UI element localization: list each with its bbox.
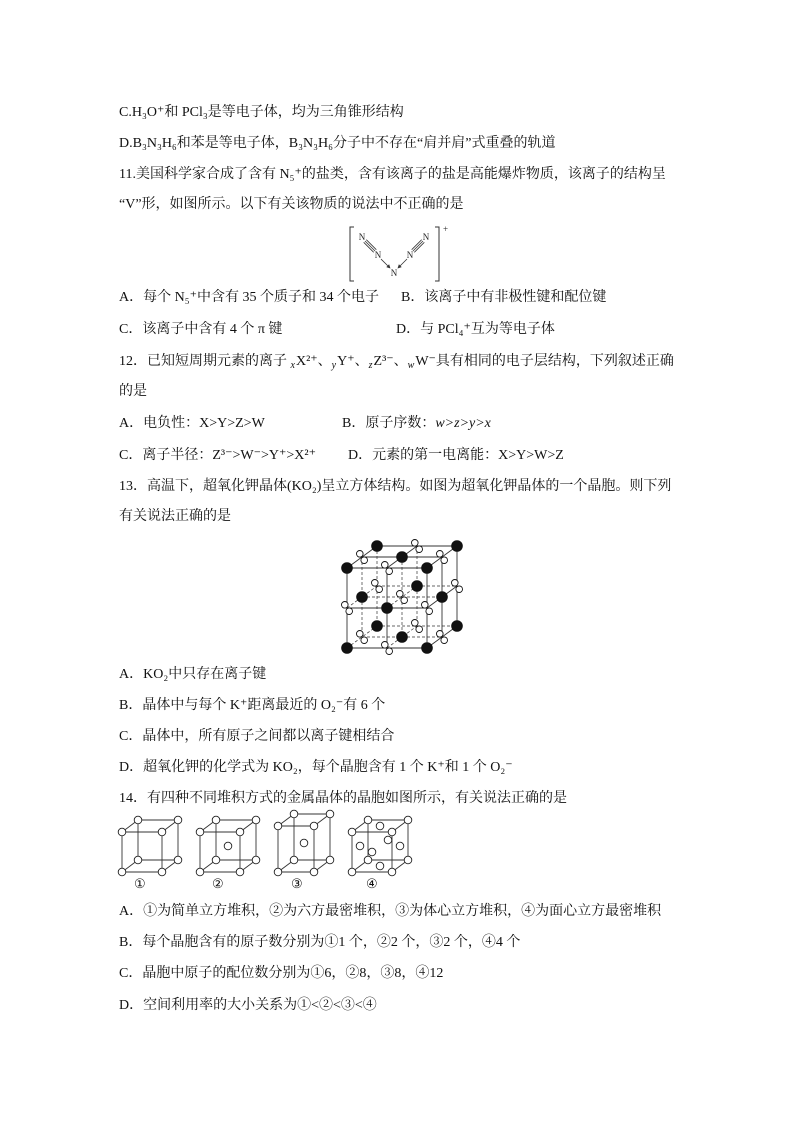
oxygen-atom [386, 568, 393, 575]
oxygen-atom [452, 580, 459, 587]
q14-option-d: D．空间利用率的大小关系为①<②<③<④ [119, 998, 377, 1013]
oxygen-atom [382, 642, 389, 649]
q12-option-d: D．元素的第一电离能：X>Y>W>Z [348, 448, 564, 463]
corner-atom [404, 816, 412, 824]
corner-atom [158, 868, 166, 876]
atom-label-n5: N [422, 232, 430, 242]
triple-bond-left [364, 240, 377, 253]
body-center-atom [300, 839, 308, 847]
q11-option-b: B．该离子中有非极性键和配位键 [401, 290, 607, 305]
oxygen-atom [437, 631, 444, 638]
oxygen-atom [401, 597, 408, 604]
q12-option-c: C．离子半径：Z³⁻>W⁻>Y⁺>X²⁺ [119, 448, 316, 463]
unit-cell-3 [274, 810, 334, 876]
q13-option-d: D．超氧化钾的化学式为 KO₂，每个晶胞含有 1 个 K⁺和 1 个 O₂⁻ [119, 760, 513, 775]
q12-option-b [342, 415, 491, 433]
q12-prefix-x: x [290, 360, 295, 371]
corner-atom [326, 810, 334, 818]
k-ion [452, 621, 463, 632]
face-center-atom [396, 842, 404, 850]
q12-stem-line2: 的是 [119, 384, 147, 399]
coordinate-bond-arrow-right [398, 259, 408, 269]
k-ion [422, 643, 433, 654]
corner-atom [388, 868, 396, 876]
q12-prefix-y: y [331, 360, 337, 371]
oxygen-atom [361, 637, 368, 644]
corner-atom [212, 856, 220, 864]
corner-atom [118, 828, 126, 836]
q10-option-d: D.B₃N₃H₆和苯是等电子体，B₃N₃H₆分子中不存在“肩并肩”式重叠的轨道 [119, 136, 556, 151]
corner-atom [252, 856, 260, 864]
bond-line [414, 242, 424, 252]
k-ion [342, 643, 353, 654]
metal-packing-unit-cells-figure [112, 810, 422, 876]
q13-stem-line2: 有关说法正确的是 [119, 509, 231, 524]
oxygen-atom [376, 586, 383, 593]
oxygen-atom [342, 602, 349, 609]
bond-line [365, 241, 375, 251]
corner-atom [290, 856, 298, 864]
corner-atom [212, 816, 220, 824]
corner-atom [174, 856, 182, 864]
atom-label-n1: N [358, 232, 366, 242]
k-ion [397, 632, 408, 643]
oxygen-atom [437, 551, 444, 558]
face-center-atom [368, 848, 376, 856]
oxygen-atom [441, 637, 448, 644]
q12-stem-line1 [119, 353, 674, 372]
figure-label-3: ③ [291, 876, 303, 891]
k-ion [422, 563, 433, 574]
oxygen-atom [422, 602, 429, 609]
oxygen-atom [416, 546, 423, 553]
corner-atom [196, 868, 204, 876]
unit-cell-2 [196, 816, 260, 876]
oxygen-atom [382, 562, 389, 569]
k-ion [372, 541, 383, 552]
oxygen-atom [361, 557, 368, 564]
corner-atom [134, 816, 142, 824]
corner-atom [118, 868, 126, 876]
corner-atom [158, 828, 166, 836]
oxygen-atom [412, 540, 419, 547]
atom-label-n2: N [374, 250, 382, 260]
corner-atom [364, 816, 372, 824]
corner-atom [348, 868, 356, 876]
q13-option-b: B．晶体中与每个 K⁺距离最近的 O₂⁻有 6 个 [119, 698, 386, 713]
q14-option-c: C．晶胞中原子的配位数分别为①6，②8，③8，④12 [119, 966, 444, 981]
corner-atom [290, 810, 298, 818]
q13-stem-line1: 13．高温下，超氧化钾晶体(KO₂)呈立方体结构。如图为超氧化钾晶体的一个晶胞。则下列 [119, 479, 672, 494]
figure-label-4: ④ [366, 876, 378, 891]
q12-option-b-order: w>z>y>x [435, 416, 491, 431]
q11-option-c: C．该离子中含有 4 个 π 键 [119, 322, 283, 337]
bond-line [366, 240, 376, 250]
bond-line [413, 241, 423, 251]
oxygen-atom [397, 591, 404, 598]
oxygen-atom [346, 608, 353, 615]
q14-option-b: B．每个晶胞含有的原子数分别为①1 个，②2 个，③2 个，④4 个 [119, 935, 521, 950]
q11-stem-line1: 11.美国科学家合成了含有 N₅⁺的盐类，含有该离子的盐是高能爆炸物质，该离子的结构呈 [119, 167, 666, 182]
oxygen-atom [386, 648, 393, 655]
figure-label-2: ② [212, 876, 224, 891]
k-ion [342, 563, 353, 574]
q13-option-c: C．晶体中，所有原子之间都以离子键相结合 [119, 729, 395, 744]
q12-stem-text: 12．已知短周期元素的离子 [119, 354, 291, 369]
q14-option-a: A．①为简单立方堆积，②为六方最密堆积，③为体心立方堆积，④为面心立方最密堆积 [119, 904, 662, 919]
corner-atom [252, 816, 260, 824]
triple-bond-right [412, 240, 425, 253]
corner-atom [274, 822, 282, 830]
corner-atom [310, 822, 318, 830]
corner-atom [236, 868, 244, 876]
q12-option-a: A．电负性：X>Y>Z>W [119, 416, 265, 431]
unit-cell-4 [348, 816, 412, 876]
corner-atom [236, 828, 244, 836]
coordinate-bond-arrow-left [381, 259, 391, 269]
bond-line [412, 240, 422, 250]
q10-option-c: C.H₃O⁺和 PCl₃是等电子体，均为三角锥形结构 [119, 105, 404, 120]
oxygen-atom [441, 557, 448, 564]
n5-cation-structure-figure [345, 222, 453, 286]
corner-atom [274, 868, 282, 876]
corner-atom [326, 856, 334, 864]
q11-option-a: A．每个 N₅⁺中含有 35 个质子和 34 个电子 [119, 290, 379, 305]
oxygen-atom [372, 580, 379, 587]
atom-label-n3-center: N [390, 268, 398, 278]
q12-ion-y: Y⁺、 [337, 354, 369, 369]
q14-stem: 14．有四种不同堆积方式的金属晶体的晶胞如图所示，有关说法正确的是 [119, 791, 567, 806]
face-center-atom [376, 862, 384, 870]
k-ion [437, 592, 448, 603]
face-center-atom [384, 836, 392, 844]
oxygen-atom [357, 551, 364, 558]
q12-prefix-z: z [368, 360, 373, 371]
corner-atom [134, 856, 142, 864]
corner-atom [404, 856, 412, 864]
face-center-atom [376, 822, 384, 830]
q13-option-a: A．KO₂中只存在离子键 [119, 667, 267, 682]
right-bracket [435, 227, 439, 281]
k-ion [412, 581, 423, 592]
oxygen-atom [416, 626, 423, 633]
q12-ion-z: Z³⁻、 [373, 354, 408, 369]
corner-atom [348, 828, 356, 836]
arrow-shaft [381, 259, 388, 266]
atom-label-n4: N [406, 250, 414, 260]
charge-label: + [443, 224, 449, 234]
corner-atom [196, 828, 204, 836]
arrow-shaft [400, 259, 407, 266]
bond-line [364, 242, 374, 252]
q11-stem-line2: “V”形，如图所示。以下有关该物质的说法中不正确的是 [119, 197, 464, 212]
ko2-unit-cell-figure [335, 535, 467, 659]
unit-cell-1 [118, 816, 182, 876]
q12-option-b-text: B．原子序数： [342, 416, 436, 431]
oxygen-atom [426, 608, 433, 615]
k-ion [357, 592, 368, 603]
corner-atom [388, 828, 396, 836]
oxygen-atom [456, 586, 463, 593]
figure-label-1: ① [134, 876, 146, 891]
q12-ion-x: X²⁺、 [295, 354, 332, 369]
left-bracket [350, 227, 354, 281]
face-center-atom [356, 842, 364, 850]
oxygen-atom [357, 631, 364, 638]
k-ion [382, 603, 393, 614]
corner-atom [310, 868, 318, 876]
body-center-atom [224, 842, 232, 850]
oxygen-atom [412, 620, 419, 627]
corner-atom [174, 816, 182, 824]
k-ion [397, 552, 408, 563]
k-ion [452, 541, 463, 552]
q11-option-d: D．与 PCl₄⁺互为等电子体 [396, 322, 555, 337]
k-ion [372, 621, 383, 632]
corner-atom [364, 856, 372, 864]
q12-prefix-w: w [407, 360, 415, 371]
q12-ion-w-and-rest: W⁻具有相同的电子层结构，下列叙述正确 [415, 354, 674, 369]
